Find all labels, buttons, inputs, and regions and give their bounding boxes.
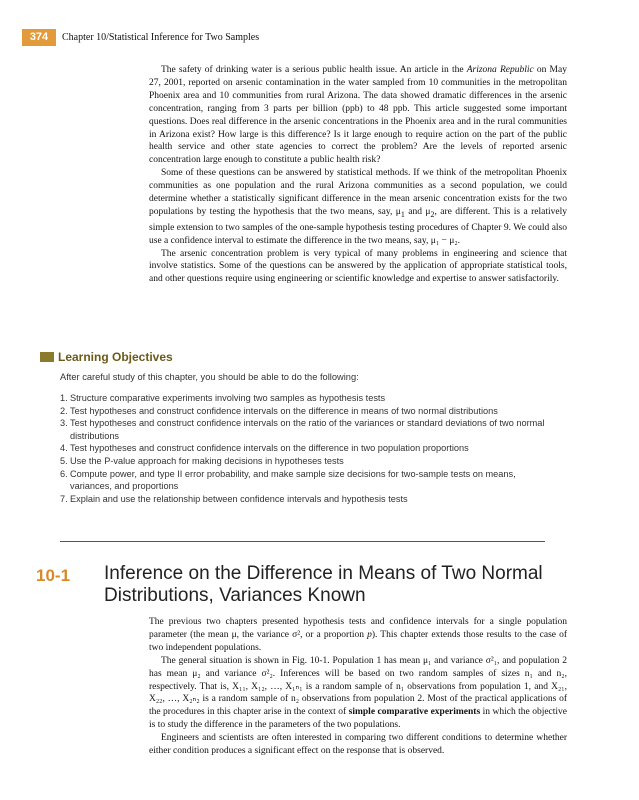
section-p2-part-b: in which the objective is to study the difference in the parameters of the two populations. (149, 707, 568, 731)
intro-paragraph-1 (149, 64, 567, 167)
mean-difference: μ₁ − μ₂ (430, 235, 458, 246)
mu-symbol: μ (395, 206, 401, 217)
learning-objectives (40, 350, 560, 505)
section-divider (60, 541, 545, 542)
heading-marker-icon (40, 352, 54, 362)
section-number: 10-1 (36, 566, 71, 585)
item-number: 2. (60, 405, 68, 416)
learning-objectives-list (60, 392, 560, 505)
item-text: Test hypotheses and construct confidence intervals on the difference in two population proportions (70, 443, 469, 454)
learning-objectives-title: Learning Objectives (58, 350, 173, 364)
section-title: Inference on the Difference in Means of Two Normal Distributions, Variances Known (104, 563, 543, 606)
list-item (60, 417, 560, 442)
item-text: Use the P-value approach for making decisions in hypotheses tests (70, 455, 344, 466)
item-number: 4. (60, 443, 68, 454)
mu-symbol: μ (425, 206, 431, 217)
intro-p2-part-b: , are different. This is a relatively simple extension to two samples of the one-sample hypothesis testing procedures of Chapter 9. We could also use a confidence interval to estimate the difference in the two means, say, (149, 206, 567, 246)
page-number: 374 (22, 29, 56, 46)
intro-p1-part-a: The safety of drinking water is a serious public health issue. An article in the (161, 65, 467, 75)
intro-p2-part-a: Some of these questions can be answered by statistical methods. If we think of the metropolitan Phoenix communities as one population and the rural Arizona communities as a second population, we could determine whether a statistically significant difference in the mean arsenic concentration exists for the two populations by testing the hypothesis that the two means, say, (149, 168, 567, 217)
item-number: 3. (60, 418, 68, 429)
proportion-symbol: p (367, 629, 372, 640)
list-item (60, 493, 560, 506)
intro-p2-part-c: . (457, 235, 461, 246)
section-paragraph-2 (149, 655, 567, 732)
item-text: Structure comparative experiments involving two samples as hypothesis tests (70, 393, 386, 403)
item-number: 6. (60, 468, 68, 479)
list-item (60, 392, 560, 405)
chapter-title: Chapter 10/Statistical Inference for Two Samples (62, 32, 260, 43)
section-p1-part-b: ). This chapter extends those results to the case of two independent populations. (149, 629, 568, 653)
mu-subscript: 1 (400, 209, 405, 219)
learning-objectives-intro: After careful study of this chapter, you should be able to do the following: (60, 372, 359, 382)
intro-paragraph-3: The arsenic concentration problem is very typical of many problems in engineering and science that involve statistics. Some of the questions can be answered by the application of appropriate statistical tools, and other questions require using engineering or scientific knowledge and expertise to answer satisfactorily. (149, 248, 567, 285)
section-p2-part-a: The general situation is shown in Fig. 10-1. Population 1 has mean μ₁ and variance σ²₁, and population 2 has mean μ₂ and variance σ²₂. Inferences will be based on two random samples of sizes n₁ and n₂, respectively. That is, X₁₁, X₁₂, …, X₁ₙ₁ is a random sample of n₁ observations from population 1, and X₂₁, X₂₂, …, X₂ₙ₂ is a random sample of n₂ observations from population 2. Most of the practical applications of the procedures in this chapter arise in the context of (149, 655, 567, 718)
list-item (60, 468, 560, 493)
intro-p2-and: and (404, 206, 426, 217)
intro-paragraph-2 (149, 167, 567, 247)
section-p1-part-a: The previous two chapters presented hypothesis tests and confidence intervals for a single population parameter (the mean μ, the variance σ², or a proportion (149, 617, 567, 640)
journal-name: Arizona Republic (466, 65, 534, 75)
intro-p1-part-b: on May 27, 2001, reported on arsenic contamination in the water sampled from 10 communities in the metropolitan Phoenix area and 10 communities from rural Arizona. The data showed dramatic differences in the arsenic concentration, ranging from 3 parts per billion (ppb) to 48 ppb. This article suggested some important questions. Does real difference in the arsenic concentrations in the Phoenix area and in the rural communities in Arizona exist? How large is this difference? Is it large enough to require action on the part of the public health service and other state agencies to correct the problem? Are the levels of reported arsenic concentration large enough to constitute a public health risk? (149, 65, 567, 166)
key-term: simple comparative experiments (348, 707, 481, 718)
learning-objectives-heading (40, 350, 560, 364)
mu-subscript: 2 (430, 209, 435, 219)
item-text: Test hypotheses and construct confidence intervals on the difference in means of two normal distributions (70, 405, 498, 416)
section-paragraph-1 (149, 616, 567, 655)
list-item (60, 455, 560, 468)
intro-text (149, 64, 567, 286)
section-body (149, 616, 567, 758)
item-text: Explain and use the relationship between confidence intervals and hypothesis tests (70, 493, 408, 504)
item-text: Compute power, and type II error probability, and make sample size decisions for two-sample tests on means, variances, and proportions (70, 468, 516, 492)
item-number: 7. (60, 493, 68, 504)
item-number: 1. (60, 393, 68, 403)
section-paragraph-3: Engineers and scientists are often interested in comparing two different conditions to determine whether either condition produces a significant effect on the response that is observed. (149, 733, 567, 757)
list-item (60, 405, 560, 418)
item-text: Test hypotheses and construct confidence intervals on the ratio of the variances or standard deviations of two normal distributions (70, 418, 545, 441)
list-item (60, 442, 560, 455)
item-number: 5. (60, 455, 68, 466)
